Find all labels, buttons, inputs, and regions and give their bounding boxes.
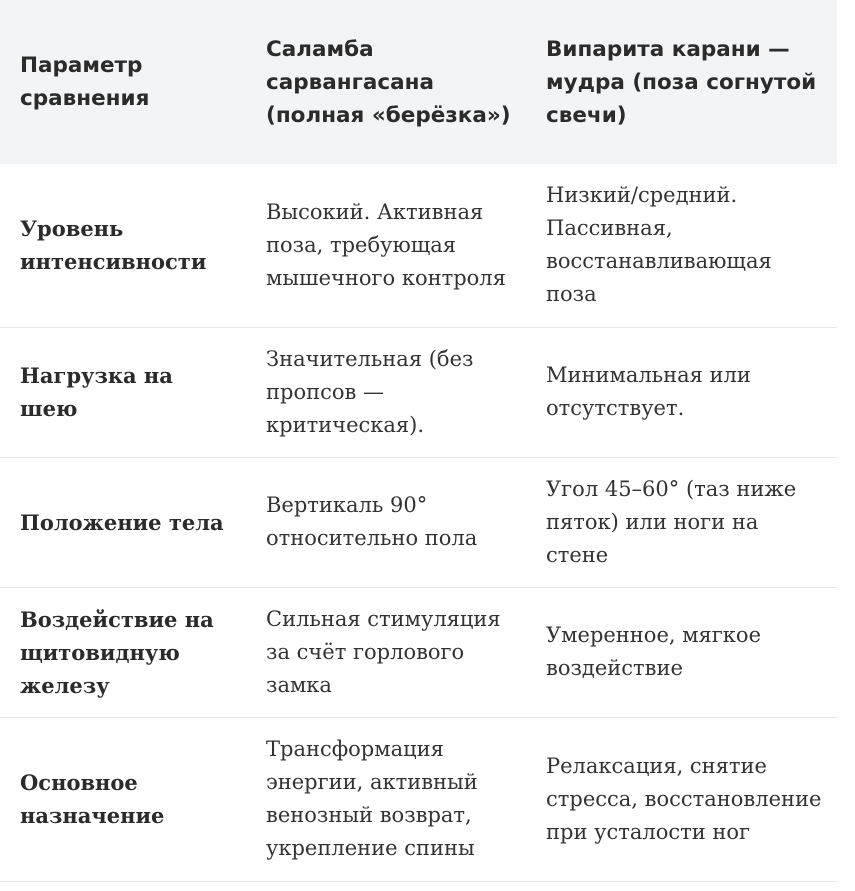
row-label: Положение тела <box>0 457 246 587</box>
row-label: Уровень интенсивности <box>0 164 246 327</box>
row-label: Воздействие на щитовидную железу <box>0 587 246 717</box>
row-label: Нагрузка на шею <box>0 327 246 457</box>
table-header <box>0 0 837 164</box>
table-row <box>0 327 837 457</box>
cell-salamba: Трансформация энергии, активный венозный возврат, укрепление спины <box>246 717 526 881</box>
cell-salamba: Вертикаль 90° относительно пола <box>246 457 526 587</box>
cell-viparita: Релаксация, снятие стресса, восстановление при усталости ног <box>526 717 837 881</box>
cell-viparita: Умеренное, мягкое воздействие <box>526 587 837 717</box>
header-parameter: Параметр сравнения <box>20 53 150 111</box>
table-body <box>0 164 837 881</box>
table-row <box>0 587 837 717</box>
table-row <box>0 717 837 881</box>
table-row <box>0 457 837 587</box>
cell-viparita: Низкий/средний. Пассивная, восстанавливающая поза <box>526 164 837 327</box>
table-row <box>0 164 837 327</box>
cell-viparita: Угол 45–60° (таз ниже пяток) или ноги на стене <box>526 457 837 587</box>
cell-viparita: Минимальная или отсутствует. <box>526 327 837 457</box>
header-row <box>0 0 837 164</box>
header-salamba-sarvangasana: Саламба сарвангасана (полная «берёзка») <box>266 36 511 128</box>
cell-salamba: Высокий. Активная поза, требующая мышечного контроля <box>246 164 526 327</box>
header-viparita-karani: Випарита карани — мудра (поза согнутой свечи) <box>546 36 817 128</box>
cell-salamba: Сильная стимуляция за счёт горлового замка <box>246 587 526 717</box>
cell-salamba: Значительная (без пропсов — критическая). <box>246 327 526 457</box>
row-label: Основное назначение <box>0 717 246 881</box>
